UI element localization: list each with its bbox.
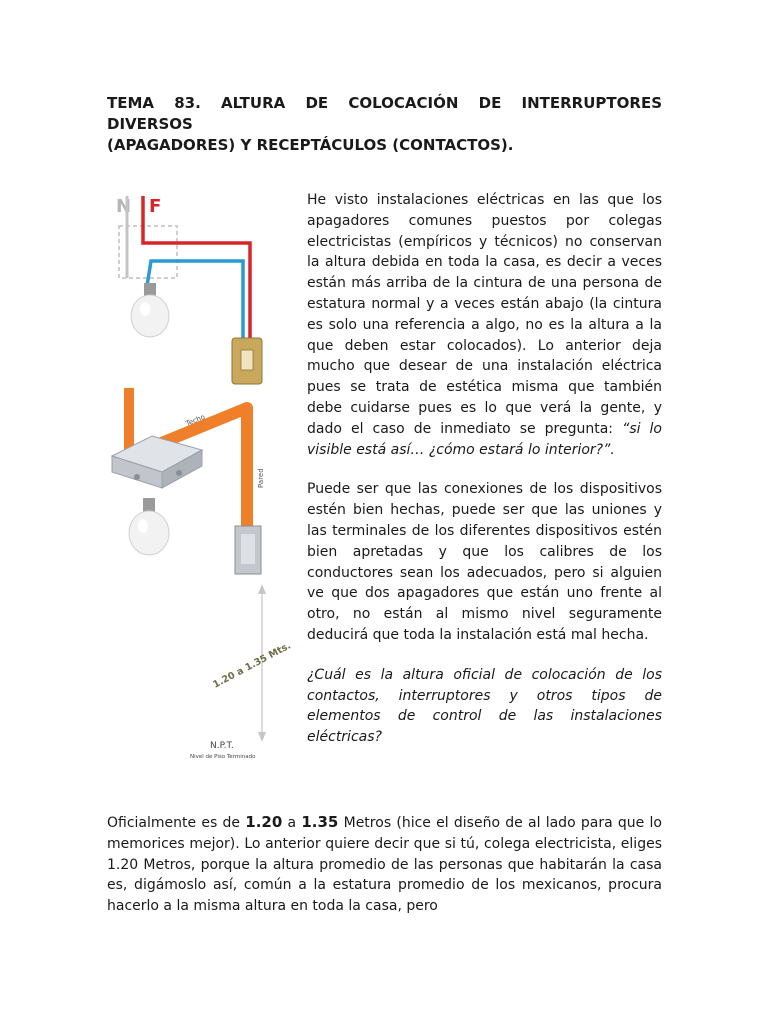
question-paragraph: ¿Cuál es la altura oficial de colocación de los contactos, interruptores y otros tipos de elementos de control de las instalaciones eléctricas? bbox=[307, 666, 662, 746]
wiring-diagram-figure bbox=[107, 188, 292, 778]
height-value-low: 1.20 bbox=[245, 813, 283, 831]
switch-plate-icon bbox=[232, 338, 262, 384]
bottom-rest: Metros (hice el diseño de al lado para que lo memorices mejor). Lo anterior quiere decir que si tú, colega electricista, eliges 1.20 Metros, porque la altura promedio de las personas que habitarán la casa es, digámoslo así, común a la estatura promedio de los mexicanos, procura hacerlo a la misma altura en toda la casa, pero bbox=[107, 815, 662, 915]
paragraph-1-text: He visto instalaciones eléctricas en las que los apagadores comunes puestos por colegas electricistas (empíricos y técnicos) no conservan la altura debida en toda la casa, es decir a veces están más arriba de la cintura de una persona de estatura normal y a veces están abajo (la cintura es solo una referencia a algo, no es la altura a la que deben estar colocados). Lo anterior deja mucho que desear de una instalación eléctrica pues se trata de estética misma que también debe cuidarse pues es lo que verá la gente, y dado el caso de inmediato se pregunta: bbox=[307, 192, 662, 437]
wall-switch-box-icon bbox=[235, 526, 261, 574]
light-bulb-top-icon bbox=[131, 283, 169, 337]
side-text-column bbox=[307, 190, 662, 767]
neutral-label: N bbox=[116, 196, 132, 217]
bottom-connector: a bbox=[282, 815, 302, 831]
bottom-prefix: Oficialmente es de bbox=[107, 815, 246, 831]
page-title bbox=[107, 93, 662, 156]
bottom-paragraph bbox=[107, 812, 662, 917]
title-line-1: TEMA 83. ALTURA DE COLOCACIÓN DE INTERRUPTORES DIVERSOS bbox=[107, 94, 662, 133]
height-label: 1.20 a 1.35 Mts. bbox=[211, 640, 292, 691]
floor-label: N.P.T. bbox=[210, 741, 234, 751]
height-value-high: 1.35 bbox=[301, 813, 339, 831]
paragraph-1-quote: “si lo visible está así… ¿cómo estará lo interior?”. bbox=[307, 420, 662, 458]
paragraph-2: Puede ser que las conexiones de los dispositivos estén bien hechas, puede ser que las uniones y las terminales de los diferentes dispositivos estén bien apretadas y que los calibres de los conductores sean los adecuados, pero si alguien ve que dos apagadores que están uno frente al otro, no están al mismo nivel seguramente deducirá que toda la instalación está mal hecha. bbox=[307, 481, 662, 643]
phase-label: F bbox=[149, 196, 162, 217]
floor-caption: Nivel de Piso Terminado bbox=[190, 754, 256, 760]
ceiling-label: Techo bbox=[184, 412, 207, 428]
paragraph-1 bbox=[307, 190, 662, 460]
light-bulb-bottom-icon bbox=[129, 498, 169, 555]
title-line-2: (APAGADORES) Y RECEPTÁCULOS (CONTACTOS). bbox=[107, 136, 514, 154]
wall-label: Pared bbox=[257, 468, 265, 488]
